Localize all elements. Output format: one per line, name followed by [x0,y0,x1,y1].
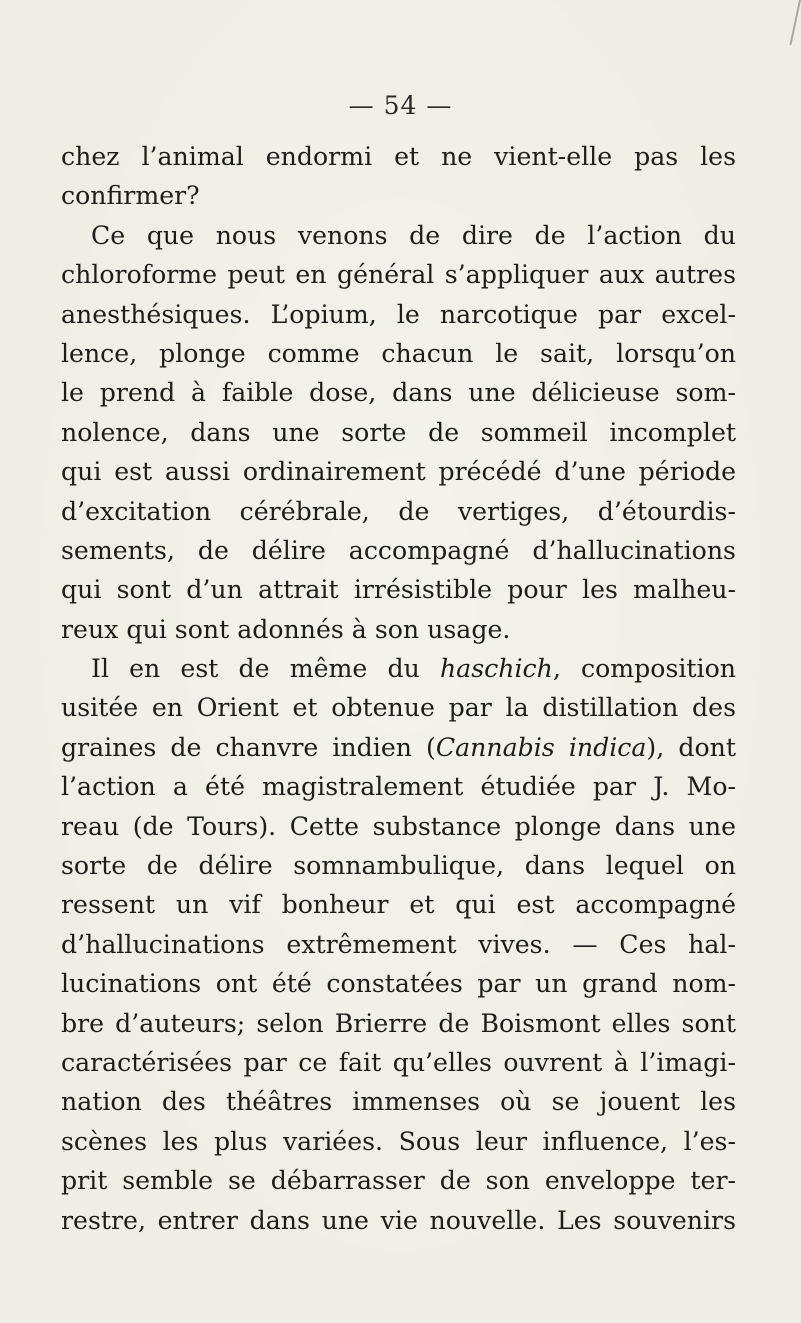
text-line: bre d’auteurs; selon Brierre de Boismont elles sont [61,1008,736,1038]
text-line: qui sont d’un attrait irrésistible pour les malheu- [61,575,736,605]
text-line: anesthésiques. L’opium, le narcotique par excel- [61,299,736,329]
text-line: d’excitation cérébrale, de vertiges, d’étourdis- [61,496,736,526]
text-line: l’action a été magistralement étudiée par J. Mo- [61,772,736,802]
text-line: sements, de délire accompagné d’hallucinations [61,535,736,565]
text-line: nolence, dans une sorte de sommeil incomplet [61,417,736,447]
paper-speck [63,1150,65,1152]
text-line: sorte de délire somnambulique, dans lequel on [61,851,736,881]
text-line: lucinations ont été constatées par un grand nom- [61,969,736,999]
text-line: graines de chanvre indien (Cannabis indica), dont [61,732,736,762]
text-line: d’hallucinations extrêmement vives. — Ces hal- [61,929,736,959]
text-line: Il en est de même du haschich, composition [91,654,736,684]
text-line: ressent un vif bonheur et qui est accompagné [61,890,736,920]
text-line: restre, entrer dans une vie nouvelle. Les souvenirs [61,1205,736,1235]
text-line: Ce que nous venons de dire de l’action du [91,220,736,250]
body-text [61,137,736,1240]
text-line: confirmer? [61,181,200,211]
text-line: chloroforme peut en général s’appliquer aux autres [61,260,736,290]
text-line: reux qui sont adonnés à son usage. [61,614,511,644]
text-line: nation des théâtres immenses où se jouent les [61,1087,736,1117]
text-line: reau (de Tours). Cette substance plonge dans une [61,811,736,841]
text-line: caractérisées par ce fait qu’elles ouvrent à l’imagi- [61,1047,736,1077]
text-line: le prend à faible dose, dans une délicieuse som- [61,378,736,408]
text-line: lence, plonge comme chacun le sait, lorsqu’on [61,338,736,368]
text-line: qui est aussi ordinairement précédé d’une période [61,457,736,487]
page-number: — 54 — [348,91,453,120]
page-edge-mark [777,0,801,45]
text-line: scènes les plus variées. Sous leur influence, l’es- [61,1126,736,1156]
text-line: usitée en Orient et obtenue par la distillation des [61,693,736,723]
text-line: prit semble se débarrasser de son enveloppe ter- [61,1166,736,1196]
text-line: chez l’animal endormi et ne vient-elle pas les [61,142,736,171]
